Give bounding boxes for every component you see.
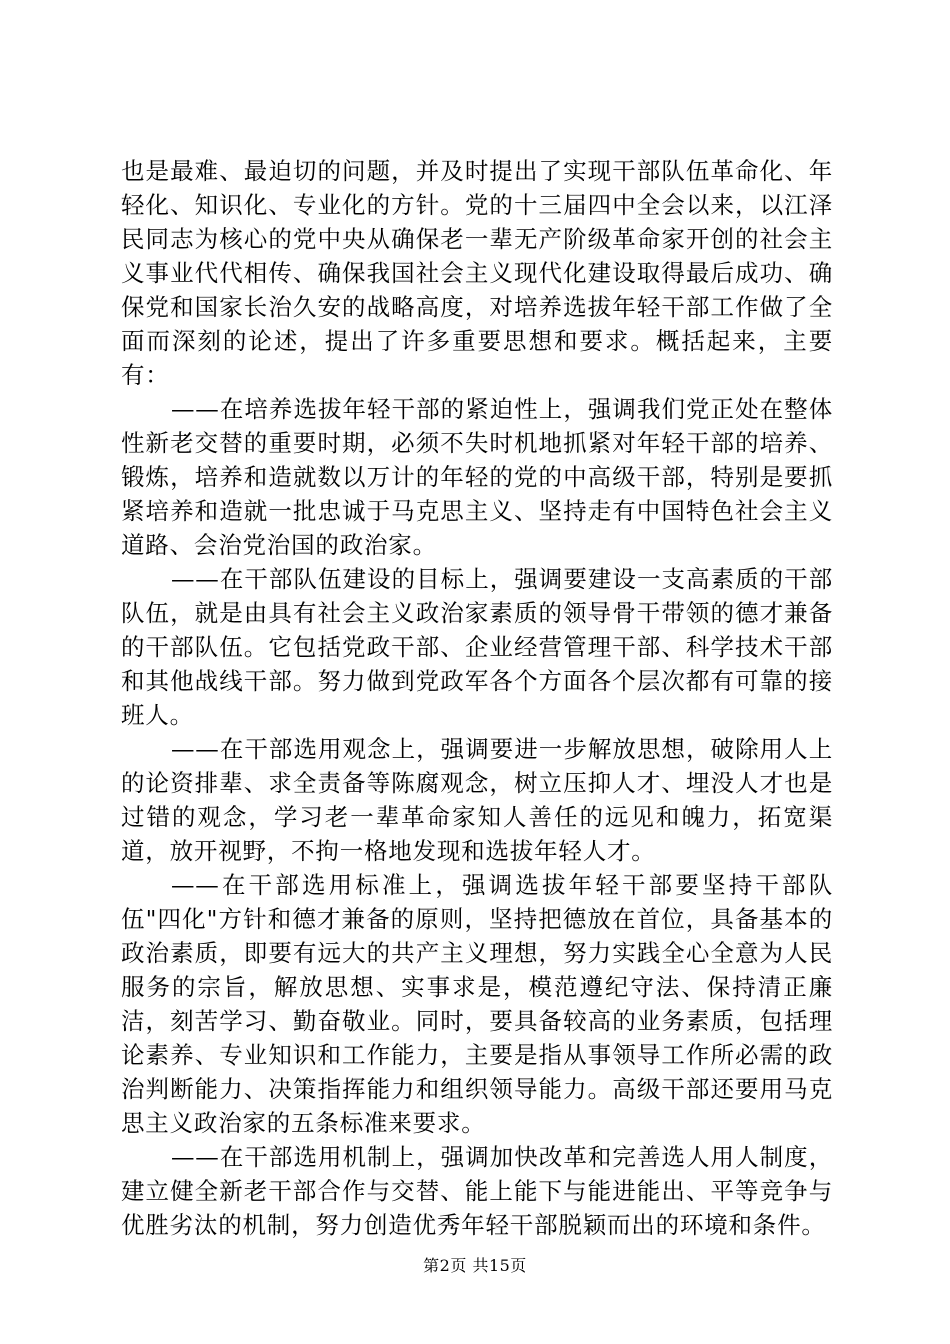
- paragraph-selection-concept: ——在干部选用观念上，强调要进一步解放思想，破除用人上的论资排辈、求全责备等陈腐观念，树立压抑人才、埋没人才也是过错的观念，学习老一辈革命家知人善任的远见和魄力，拓宽渠道，放开视野，不拘一格地发现和选拔年轻人才。: [121, 735, 833, 865]
- paragraph-urgency: ——在培养选拔年轻干部的紧迫性上，强调我们党正处在整体性新老交替的重要时期，必须不失时机地抓紧对年轻干部的培养、锻炼，培养和造就数以万计的年轻的党的中高级干部，特别是要抓紧培养和造就一批忠诚于马克思主义、坚持走有中国特色社会主义道路、会治党治国的政治家。: [121, 395, 833, 559]
- paragraph-selection-mechanism: ——在干部选用机制上，强调加快改革和完善选人用人制度，建立健全新老干部合作与交替、能上能下与能进能出、平等竞争与优胜劣汰的机制，努力创造优秀年轻干部脱颖而出的环境和条件。: [121, 1143, 833, 1239]
- page-number-footer: 第2页 共15页: [423, 1256, 527, 1275]
- paragraph-intro-continuation: 也是最难、最迫切的问题，并及时提出了实现干部队伍革命化、年轻化、知识化、专业化的方针。党的十三届四中全会以来，以江泽民同志为核心的党中央从确保老一辈无产阶级革命家开创的社会主义事业代代相传、确保我国社会主义现代化建设取得最后成功、确保党和国家长治久安的战略高度，对培养选拔年轻干部工作做了全面而深刻的论述，提出了许多重要思想和要求。概括起来，主要有：: [121, 157, 833, 389]
- document-body: [121, 154, 833, 1242]
- paragraph-team-goal: ——在干部队伍建设的目标上，强调要建设一支高素质的干部队伍，就是由具有社会主义政治家素质的领导骨干带领的德才兼备的干部队伍。它包括党政干部、企业经营管理干部、科学技术干部和其他战线干部。努力做到党政军各个方面各个层次都有可靠的接班人。: [121, 565, 833, 729]
- paragraph-selection-standard: ——在干部选用标准上，强调选拔年轻干部要坚持干部队伍"四化"方针和德才兼备的原则，坚持把德放在首位，具备基本的政治素质，即要有远大的共产主义理想，努力实践全心全意为人民服务的宗旨，解放思想、实事求是，模范遵纪守法、保持清正廉洁，刻苦学习、勤奋敬业。同时，要具备较高的业务素质，包括理论素养、专业知识和工作能力，主要是指从事领导工作所必需的政治判断能力、决策指挥能力和组织领导能力。高级干部还要用马克思主义政治家的五条标准来要求。: [121, 871, 833, 1137]
